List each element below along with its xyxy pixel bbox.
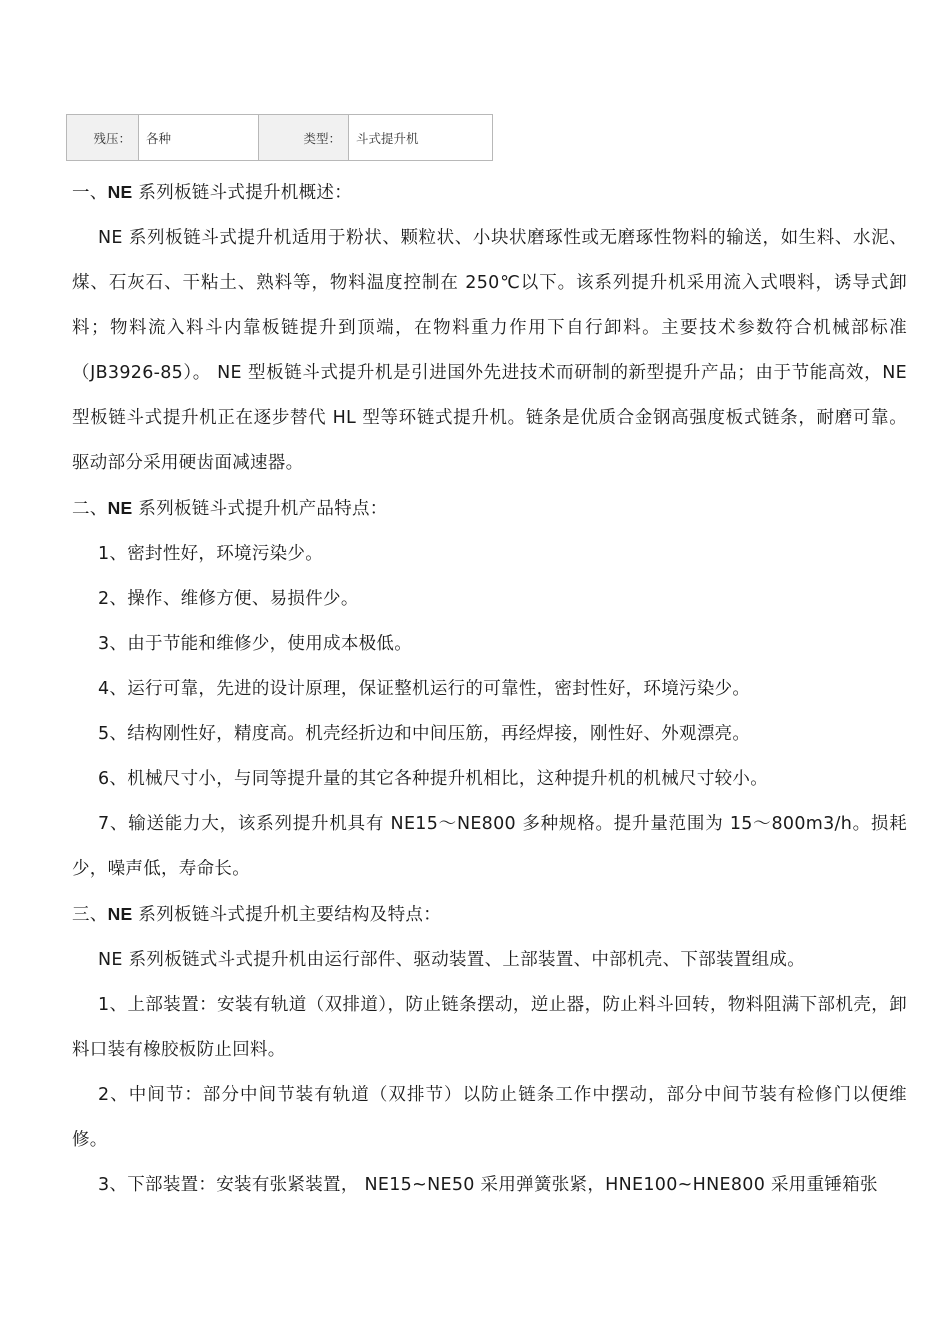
feature-item: 4、运行可靠，先进的设计原理，保证整机运行的可靠性，密封性好，环境污染少。 (98, 679, 751, 699)
feature-item: 2、操作、维修方便、易损件少。 (98, 589, 359, 609)
feature-item: 7、输送能力大，该系列提升机具有 NE15～NE800 多种规格。提升量范围为 15～800m3/h。损耗少，噪声低，寿命长。 (72, 814, 907, 879)
residual-pressure-value: 各种 (139, 115, 259, 161)
structure-item: 1、上部装置：安装有轨道（双排道），防止链条摆动，逆止器，防止料斗回转，物料阻满下部机壳，卸料口装有橡胶板防止回料。 (72, 995, 907, 1060)
structure-intro: NE 系列板链式斗式提升机由运行部件、驱动装置、上部装置、中部机壳、下部装置组成。 (98, 950, 806, 970)
feature-item: 6、机械尺寸小，与同等提升量的其它各种提升机相比，这种提升机的机械尺寸较小。 (98, 769, 769, 789)
document-body (72, 170, 907, 1208)
feature-item: 3、由于节能和维修少，使用成本极低。 (98, 634, 413, 654)
structure-item: 2、中间节：部分中间节装有轨道（双排节）以防止链条工作中摆动，部分中间节装有检修门以便维修。 (72, 1085, 907, 1150)
spec-row (67, 115, 493, 161)
feature-item: 5、结构刚性好，精度高。机壳经折边和中间压筋，再经焊接，刚性好、外观漂亮。 (98, 724, 751, 744)
spec-table (66, 114, 493, 161)
type-label: 类型： (259, 115, 349, 161)
section-heading-features: 二、NE 系列板链斗式提升机产品特点： (72, 498, 388, 519)
residual-pressure-label: 残压： (67, 115, 139, 161)
section-heading-structure: 三、NE 系列板链斗式提升机主要结构及特点： (72, 904, 441, 925)
feature-item: 1、密封性好，环境污染少。 (98, 544, 324, 564)
structure-item: 3、下部装置：安装有张紧装置， NE15~NE50 采用弹簧张紧，HNE100~HNE800 采用重锤箱张 (98, 1175, 878, 1195)
overview-paragraph: NE 系列板链斗式提升机适用于粉状、颗粒状、小块状磨琢性或无磨琢性物料的输送，如生料、水泥、煤、石灰石、干粘土、熟料等，物料温度控制在 250℃以下。该系列提升机采用流入式喂料，诱导式卸料；物料流入料斗内靠板链提升到顶端，在物料重力作用下自行卸料。主要技术参数符合机械部标准（JB3926-85）。 NE 型板链斗式提升机是引进国外先进技术而研制的新型提升产品；由于节能高效，NE 型板链斗式提升机正在逐步替代 HL 型等环链式提升机。链条是优质合金钢高强度板式链条，耐磨可靠。驱动部分采用硬齿面减速器。 (72, 228, 907, 473)
section-heading-overview: 一、NE 系列板链斗式提升机概述： (72, 182, 352, 203)
type-value: 斗式提升机 (349, 115, 493, 161)
